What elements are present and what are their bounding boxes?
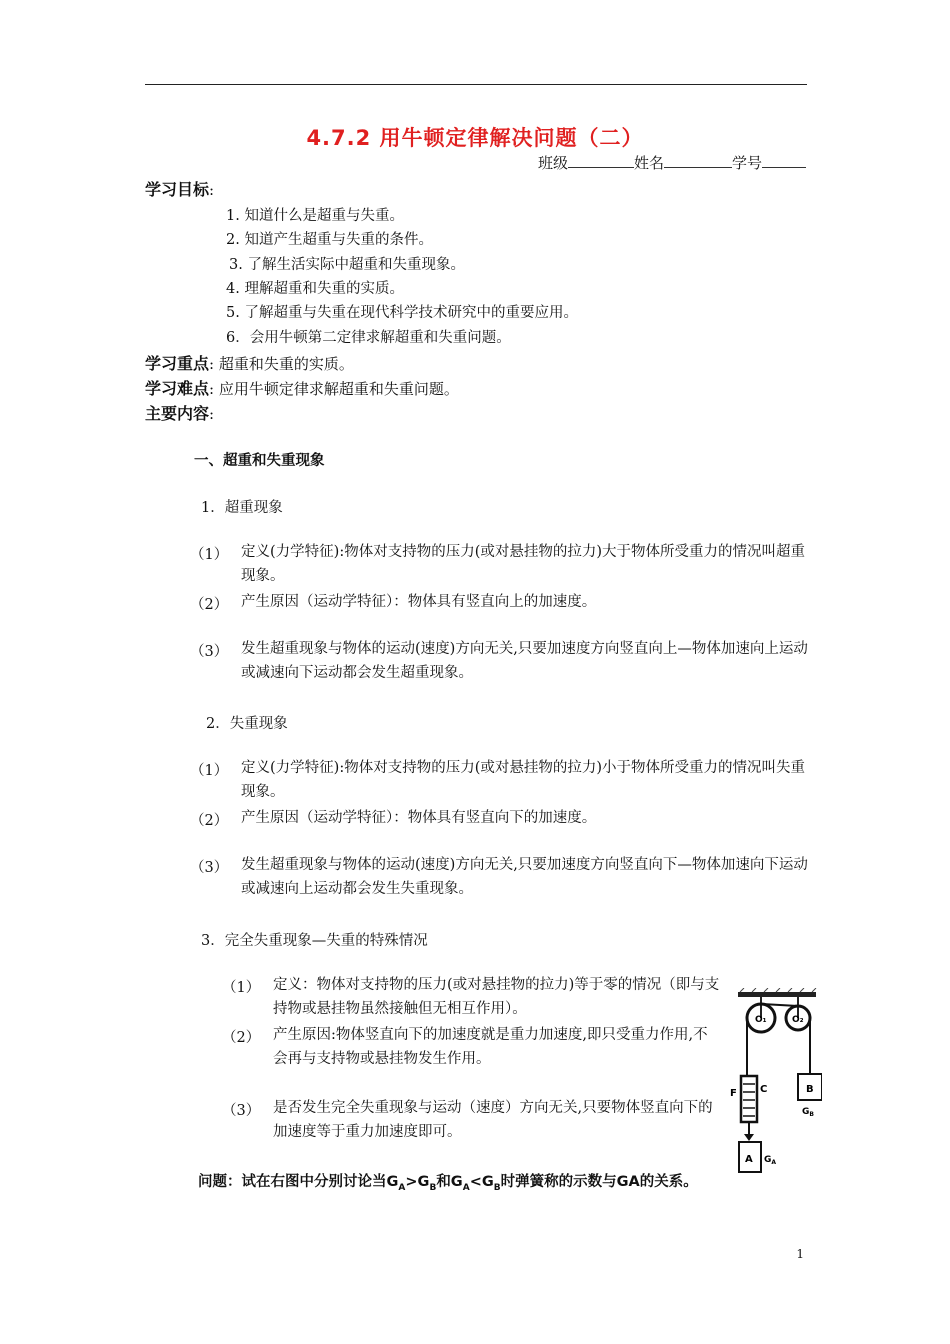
block-a-label: A — [745, 1154, 753, 1165]
weight-b-label: $G_B$ — [802, 1107, 814, 1118]
goal-item: 3. 了解生活实际中超重和失重现象。 — [229, 257, 465, 273]
item-number: （1） — [222, 980, 261, 996]
section-title: 一、超重和失重现象 — [194, 453, 325, 469]
question-text: 问题：试在右图中分别讨论当$G_A>G_B$和$G_A<G_B$时弹簧称的示数与GA的关系。 — [198, 1174, 698, 1193]
spring-scale — [741, 1076, 757, 1122]
goal-item: 2. 知道产生超重与失重的条件。 — [226, 232, 433, 248]
key-point-heading: 学习重点 — [145, 354, 210, 373]
goal-item: 6．会用牛顿第二定律求解超重和失重问题。 — [226, 330, 511, 346]
content-colon: : — [209, 405, 215, 423]
subsection-title: 3．完全失重现象—失重的特殊情况 — [201, 933, 428, 949]
difficulty-row — [145, 376, 459, 399]
class-blank[interactable] — [568, 153, 634, 168]
item-number: （3） — [222, 1103, 261, 1119]
spring-label: F — [730, 1088, 737, 1099]
item-text: 产生原因:物体竖直向下的加速度就是重力加速度,即只受重力作用,不会再与支持物或悬挂物发生作用。 — [273, 1027, 708, 1067]
item-number: （1） — [190, 763, 229, 779]
item-text: 发生超重现象与物体的运动(速度)方向无关,只要加速度方向竖直向下—物体加速向下运动或减速向上运动都会发生失重现象。 — [241, 857, 808, 897]
item-text: 定义(力学特征):物体对支持物的压力(或对悬挂物的拉力)大于物体所受重力的情况叫超重现象。 — [241, 544, 806, 584]
ceiling-bar — [738, 992, 816, 997]
pulley-o2-label: O₂ — [792, 1015, 804, 1025]
item-number: （3） — [190, 644, 229, 660]
item-text: 是否发生完全失重现象与运动（速度）方向无关,只要物体竖直向下的加速度等于重力加速度即可。 — [273, 1100, 713, 1140]
id-blank[interactable] — [762, 153, 806, 168]
key-point-row — [145, 351, 354, 374]
pulley-diagram — [726, 988, 822, 1176]
page-title: 4.7.2 用牛顿定律解决问题（二） — [306, 126, 644, 150]
item-text: 发生超重现象与物体的运动(速度)方向无关,只要加速度方向竖直向上—物体加速向上运动或减速向下运动都会发生超重现象。 — [241, 641, 808, 681]
item-text: 定义：物体对支持物的压力(或对悬挂物的拉力)等于零的情况（即与支持物或悬挂物虽然接触但无相互作用）。 — [273, 977, 720, 1017]
content-heading: 主要内容 — [145, 404, 210, 423]
block-b-label: B — [806, 1084, 814, 1095]
name-label: 姓名 — [633, 154, 664, 172]
item-text: 产生原因（运动学特征）：物体具有竖直向下的加速度。 — [241, 810, 597, 826]
item-number: （1） — [190, 547, 229, 563]
goals-heading: 学习目标 — [145, 180, 210, 199]
key-point-text: : 超重和失重的实质。 — [209, 355, 354, 373]
page-number: 1 — [796, 1247, 804, 1261]
header-rule — [145, 84, 807, 85]
pulley-o1-label: O₁ — [755, 1015, 767, 1025]
goals-heading-row — [145, 177, 214, 200]
difficulty-text: : 应用牛顿定律求解超重和失重问题。 — [209, 380, 459, 398]
item-text: 定义(力学特征):物体对支持物的压力(或对悬挂物的拉力)小于物体所受重力的情况叫失重现象。 — [241, 760, 806, 800]
goal-item: 1. 知道什么是超重与失重。 — [226, 208, 404, 224]
block-c-label: C — [760, 1084, 768, 1095]
subsection-title: 1．超重现象 — [201, 500, 283, 516]
item-number: （2） — [190, 597, 229, 613]
item-number: （3） — [190, 860, 229, 876]
class-info-line — [538, 152, 806, 173]
id-label: 学号 — [731, 154, 762, 172]
item-text: 产生原因（运动学特征）：物体具有竖直向上的加速度。 — [241, 594, 597, 610]
goal-item: 4. 理解超重和失重的实质。 — [226, 281, 404, 297]
goals-colon: : — [209, 181, 215, 199]
name-blank[interactable] — [664, 153, 732, 168]
content-heading-row — [145, 401, 214, 424]
difficulty-heading: 学习难点 — [145, 379, 210, 398]
item-number: （2） — [222, 1030, 261, 1046]
weight-a-label: $G_A$ — [764, 1155, 777, 1166]
class-label: 班级 — [537, 154, 568, 172]
item-number: （2） — [190, 813, 229, 829]
goal-item: 5. 了解超重与失重在现代科学技术研究中的重要应用。 — [226, 305, 578, 321]
subsection-title: 2．失重现象 — [206, 716, 288, 732]
